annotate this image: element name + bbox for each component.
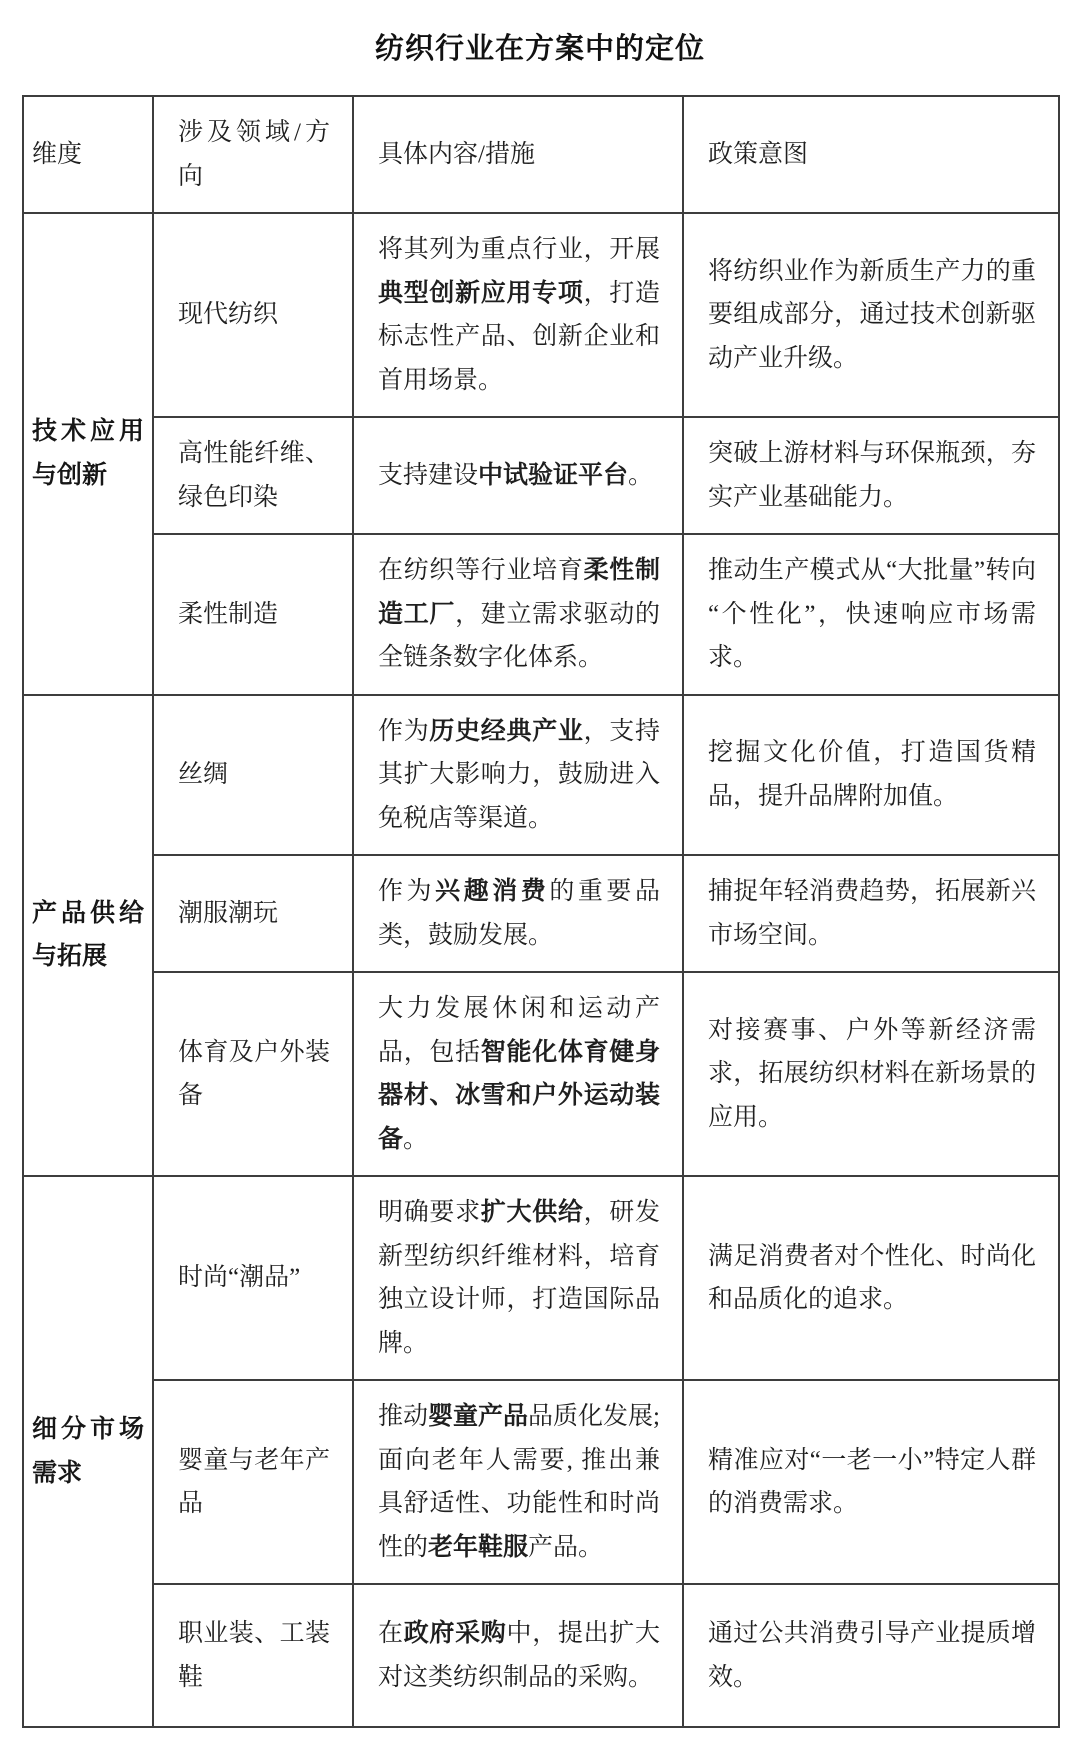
content-bold-segment: 中试验证平台 xyxy=(478,461,629,489)
content-cell xyxy=(353,1176,683,1380)
area-cell: 丝绸 xyxy=(153,695,353,856)
table-row xyxy=(23,417,1059,534)
area-cell: 现代纺织 xyxy=(153,213,353,417)
content-bold-segment: 扩大供给 xyxy=(480,1199,584,1226)
table-row xyxy=(23,213,1059,417)
intent-cell: 将纺织业作为新质生产力的重要组成部分，通过技术创新驱动产业升级。 xyxy=(683,213,1059,417)
content-segment: 中，提出扩大对这类纺织制品的采购。 xyxy=(378,1620,660,1691)
intent-cell: 通过公共消费引导产业提质增效。 xyxy=(683,1584,1059,1727)
content-segment: 作为 xyxy=(378,878,436,905)
content-segment: ，建立需求驱动的全链条数字化体系。 xyxy=(378,600,660,671)
content-segment: ，研发新型纺织纤维材料，培育独立设计师，打造国际品牌。 xyxy=(378,1199,660,1357)
area-cell: 时尚“潮品” xyxy=(153,1176,353,1380)
content-bold-segment: 历史经典产业 xyxy=(429,717,584,745)
area-cell: 柔性制造 xyxy=(153,534,353,695)
area-cell: 体育及户外装备 xyxy=(153,972,353,1176)
content-bold-segment: 智能化体育健身器材、冰雪和户外运动装备 xyxy=(378,1038,660,1153)
content-bold-segment: 婴童产品 xyxy=(428,1403,529,1430)
content-segment: 大力发展休闲和运动产品，包括 xyxy=(378,995,660,1066)
content-segment: 明确要求 xyxy=(378,1199,481,1226)
content-segment: 支持建设 xyxy=(378,461,479,489)
content-cell xyxy=(353,1380,683,1584)
table-row xyxy=(23,972,1059,1176)
header-area: 涉及领域/方向 xyxy=(153,96,353,213)
intent-cell: 精准应对“一老一小”特定人群的消费需求。 xyxy=(683,1380,1059,1584)
content-segment: ，打造标志性产品、创新企业和首用场景。 xyxy=(378,279,660,394)
table-header-row xyxy=(23,96,1059,213)
content-cell xyxy=(353,695,683,856)
content-segment: 的重要品类，鼓励发展。 xyxy=(378,878,660,949)
content-cell xyxy=(353,972,683,1176)
content-cell xyxy=(353,534,683,695)
content-cell xyxy=(353,855,683,972)
area-cell: 潮服潮玩 xyxy=(153,855,353,972)
content-segment: 品质化发展; 面向老年人需要, 推出兼具舒适性、功能性和时尚性的 xyxy=(378,1403,660,1561)
content-segment: 。 xyxy=(403,1125,429,1153)
area-cell: 高性能纤维、绿色印染 xyxy=(153,417,353,534)
content-bold-segment: 柔性制造工厂 xyxy=(378,557,660,628)
content-cell xyxy=(353,417,683,534)
positioning-table xyxy=(22,95,1060,1728)
header-content: 具体内容/措施 xyxy=(353,96,683,213)
content-segment: 推动 xyxy=(378,1403,429,1430)
table-row xyxy=(23,1584,1059,1727)
content-bold-segment: 政府采购 xyxy=(403,1620,507,1647)
table-row xyxy=(23,1176,1059,1380)
content-segment: 将其列为重点行业，开展 xyxy=(378,236,660,263)
intent-cell: 对接赛事、户外等新经济需求，拓展纺织材料在新场景的应用。 xyxy=(683,972,1059,1176)
area-cell: 婴童与老年产品 xyxy=(153,1380,353,1584)
content-bold-segment: 兴趣消费 xyxy=(435,878,550,905)
dimension-cell: 技术应用与创新 xyxy=(23,213,153,695)
table-row xyxy=(23,695,1059,856)
content-segment: 在 xyxy=(378,1620,404,1647)
content-cell xyxy=(353,213,683,417)
content-cell xyxy=(353,1584,683,1727)
area-cell: 职业装、工装鞋 xyxy=(153,1584,353,1727)
content-segment: ，支持其扩大影响力，鼓励进入免税店等渠道。 xyxy=(378,717,660,832)
table-row xyxy=(23,1380,1059,1584)
table-body xyxy=(23,213,1059,1727)
header-dimension: 维度 xyxy=(23,96,153,213)
content-segment: 。 xyxy=(628,461,654,489)
intent-cell: 推动生产模式从“大批量”转向“个性化”，快速响应市场需求。 xyxy=(683,534,1059,695)
content-segment: 产品。 xyxy=(528,1533,604,1561)
intent-cell: 满足消费者对个性化、时尚化和品质化的追求。 xyxy=(683,1176,1059,1380)
content-segment: 在纺织等行业培育 xyxy=(378,557,584,584)
page-title: 纺织行业在方案中的定位 xyxy=(374,33,705,65)
intent-cell: 挖掘文化价值，打造国货精品，提升品牌附加值。 xyxy=(683,695,1059,856)
intent-cell: 捕捉年轻消费趋势，拓展新兴市场空间。 xyxy=(683,855,1059,972)
table-row xyxy=(23,855,1059,972)
content-bold-segment: 老年鞋服 xyxy=(428,1533,529,1561)
dimension-cell: 细分市场需求 xyxy=(23,1176,153,1727)
content-bold-segment: 典型创新应用专项 xyxy=(378,279,584,307)
header-intent: 政策意图 xyxy=(683,96,1059,213)
dimension-cell: 产品供给与拓展 xyxy=(23,695,153,1177)
table-row xyxy=(23,534,1059,695)
content-segment: 作为 xyxy=(378,717,430,745)
intent-cell: 突破上游材料与环保瓶颈，夯实产业基础能力。 xyxy=(683,417,1059,534)
